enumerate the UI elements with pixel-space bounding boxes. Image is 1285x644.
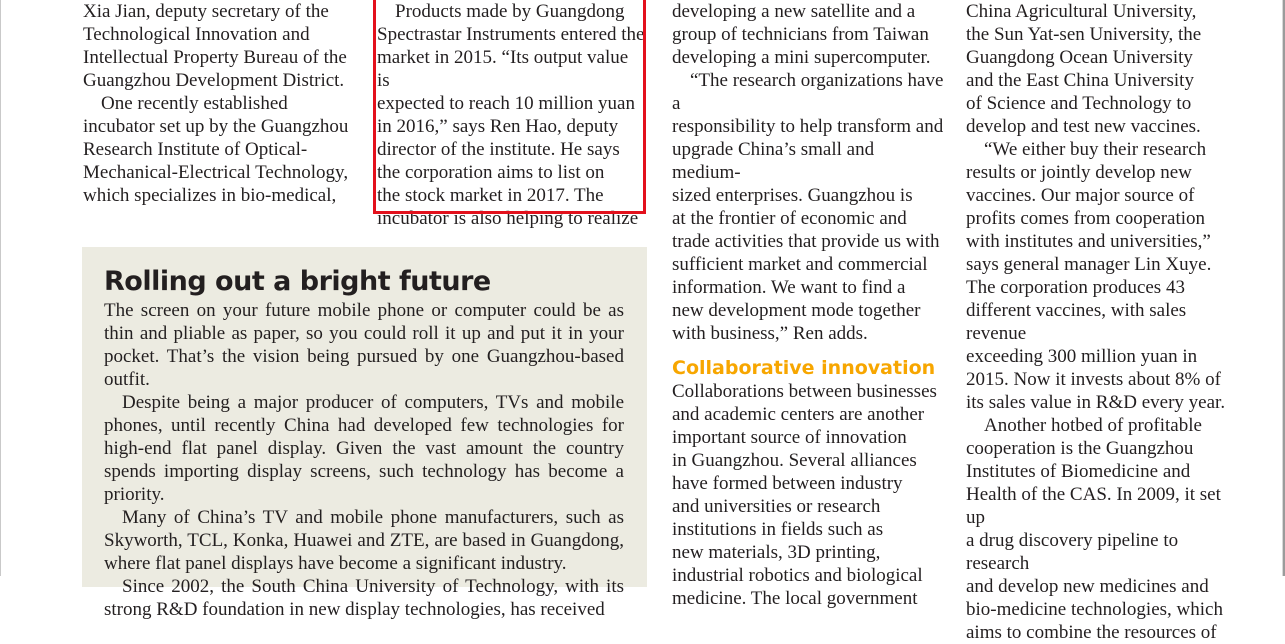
column4-line: bio-medicine technologies, which <box>966 599 1223 620</box>
column4-line: and develop new medicines and <box>966 576 1209 597</box>
article-column-3 <box>672 0 944 610</box>
column4-line: cooperation is the Guangzhou <box>966 438 1194 459</box>
column4-line: develop and test new vaccines. <box>966 116 1201 137</box>
column4-line: The corporation produces 43 <box>966 277 1185 298</box>
column4-line: China Agricultural University, <box>966 1 1197 22</box>
column4-line: Institutes of Biomedicine and <box>966 461 1191 482</box>
sidebar-paragraph: Many of China’s TV and mobile phone manufacturers, such as Skyworth, TCL, Konka, Huawei and ZTE, are based in Guangdong, where flat panel displays have become a significant industry. <box>104 507 624 574</box>
column3-line: new development mode together <box>672 300 921 321</box>
column1-line: which specializes in bio-medical, <box>83 185 337 206</box>
column2-line: director of the institute. He says <box>377 139 620 160</box>
column3-line: medicine. The local government <box>672 588 918 609</box>
article-column-1 <box>83 0 355 207</box>
column3-line: and universities or research <box>672 496 881 517</box>
column4-line: the Sun Yat-sen University, the <box>966 24 1202 45</box>
column4-line: Health of the CAS. In 2009, it set up <box>966 484 1221 528</box>
column2-line: the corporation aims to list on <box>377 162 605 183</box>
column4-line: different vaccines, with sales revenue <box>966 300 1187 344</box>
column1-line: Technological Innovation and <box>83 24 310 45</box>
article-column-4 <box>966 0 1242 644</box>
column4-line: of Science and Technology to <box>966 93 1192 114</box>
column4-line: Another hotbed of profitable <box>984 415 1202 436</box>
column3-line: in Guangzhou. Several alliances <box>672 450 917 471</box>
column4-line: profits comes from cooperation <box>966 208 1206 229</box>
column4-line: vaccines. Our major source of <box>966 185 1195 206</box>
column3-line: at the frontier of economic and <box>672 208 907 229</box>
column1-line: Mechanical-Electrical Technology, <box>83 162 349 183</box>
column3-line: group of technicians from Taiwan <box>672 24 929 45</box>
highlight-box <box>373 0 646 214</box>
column4-line: results or jointly develop new <box>966 162 1192 183</box>
column3-line: developing a mini supercomputer. <box>672 47 931 68</box>
column1-line: One recently established <box>101 93 288 114</box>
column2-line: expected to reach 10 million yuan <box>377 93 635 114</box>
column3-line: important source of innovation <box>672 427 907 448</box>
column2-line: in 2016,” says Ren Hao, deputy <box>377 116 619 137</box>
column2-line: the stock market in 2017. The <box>377 185 604 206</box>
column4-line: aims to combine the resources of <box>966 622 1217 643</box>
column3-line: information. We want to find a <box>672 277 906 298</box>
column3-line: sized enterprises. Guangzhou is <box>672 185 913 206</box>
sidebar-paragraph: Since 2002, the South China University of Technology, with its strong R&D foundation in new display technologies, has received <box>104 576 624 620</box>
column3-line: with business,” Ren adds. <box>672 323 868 344</box>
column3-line: “The research organizations have a <box>672 70 944 114</box>
column3-line: institutions in fields such as <box>672 519 884 540</box>
column4-line: exceeding 300 million yuan in <box>966 346 1198 367</box>
column3-line: and academic centers are another <box>672 404 925 425</box>
column3-line: developing a new satellite and a <box>672 1 916 22</box>
column4-line: Guangdong Ocean University <box>966 47 1193 68</box>
section-heading: Collaborative innovation <box>672 357 936 379</box>
column4-line: its sales value in R&D every year. <box>966 392 1226 413</box>
sidebar-body <box>104 299 624 621</box>
sidebar-paragraph: Despite being a major producer of computers, TVs and mobile phones, until recently China had developed few technologies for high-end flat panel display. Given the vast amount the country spends importing display screens, such technology has become a priority. <box>104 392 624 505</box>
column2-line: market in 2015. “Its output value is <box>377 47 629 91</box>
column3-line: have formed between industry <box>672 473 903 494</box>
page-left-edge <box>0 0 1 576</box>
column3-line: responsibility to help transform and <box>672 116 944 137</box>
column1-line: Xia Jian, deputy secretary of the <box>83 1 329 22</box>
column1-line: Intellectual Property Bureau of the <box>83 47 347 68</box>
column3-line: trade activities that provide us with <box>672 231 940 252</box>
column2-line: Products made by Guangdong <box>395 1 625 22</box>
column4-line: a drug discovery pipeline to research <box>966 530 1179 574</box>
column3-line: new materials, 3D printing, <box>672 542 881 563</box>
column1-line: Research Institute of Optical- <box>83 139 308 160</box>
column3-line: industrial robotics and biological <box>672 565 923 586</box>
column4-line: says general manager Lin Xuye. <box>966 254 1212 275</box>
sidebar-paragraph: The screen on your future mobile phone or computer could be as thin and pliable as paper, so you could roll it up and put it in your pocket. That’s the vision being pursued by one Guangzhou-based outfit. <box>104 300 624 390</box>
column1-line: incubator set up by the Guangzhou <box>83 116 349 137</box>
column1-line: Guangzhou Development District. <box>83 70 345 91</box>
sidebar-title: Rolling out a bright future <box>104 266 491 297</box>
column3-line: upgrade China’s small and medium- <box>672 139 875 183</box>
column3-line: sufficient market and commercial <box>672 254 928 275</box>
column2-line: incubator is also helping to realize <box>377 208 639 229</box>
column4-line: with institutes and universities,” <box>966 231 1211 252</box>
sidebar-box <box>82 247 647 620</box>
column4-line: and the East China University <box>966 70 1194 91</box>
column3-line: Collaborations between businesses <box>672 381 937 402</box>
column4-line: 2015. Now it invests about 8% of <box>966 369 1221 390</box>
column2-line: Spectrastar Instruments entered the <box>377 24 645 45</box>
column4-line: “We either buy their research <box>984 139 1207 160</box>
